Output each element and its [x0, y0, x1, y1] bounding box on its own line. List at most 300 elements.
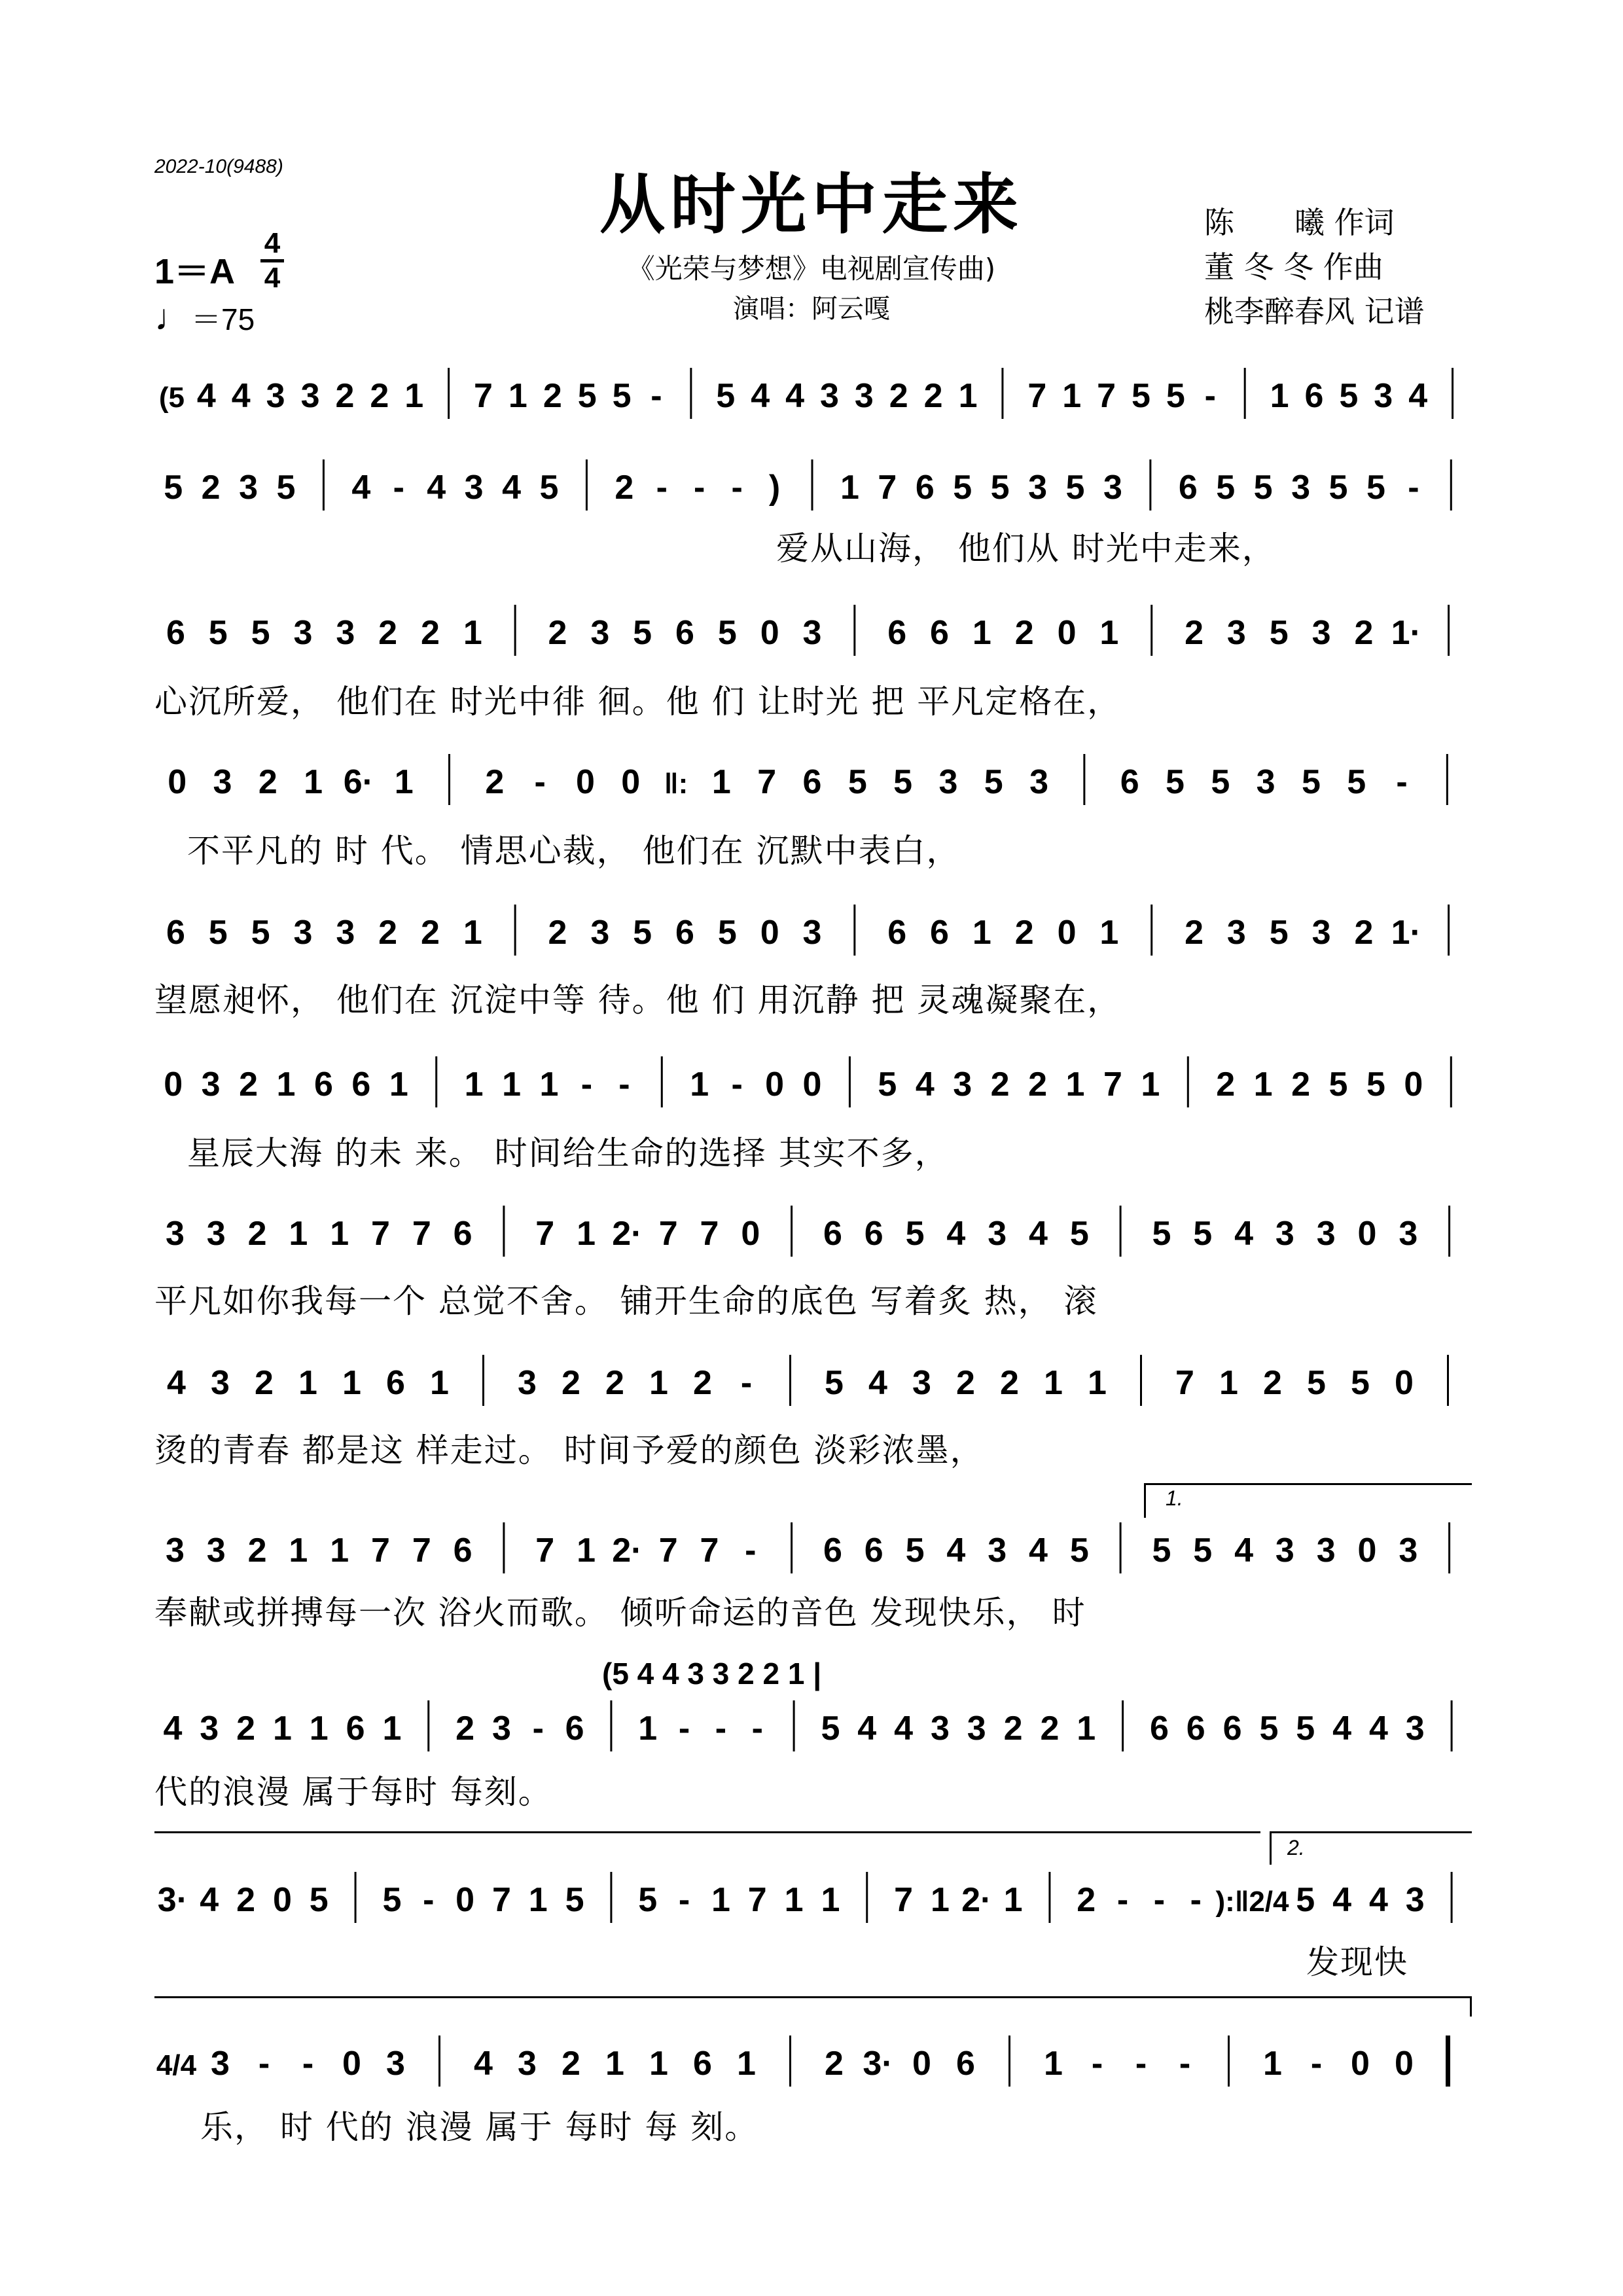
- note-token: 6: [1149, 1710, 1169, 1748]
- note-token: 4: [857, 1710, 877, 1748]
- note-token: 5: [208, 614, 228, 652]
- note-token: 1: [972, 614, 991, 652]
- note-token: 7: [757, 763, 777, 801]
- note-token: 0: [1404, 1066, 1423, 1103]
- note-token: 5: [990, 469, 1010, 507]
- note-token: 4: [785, 377, 805, 415]
- note-token: 1: [737, 2045, 756, 2083]
- note-token: 7: [535, 1215, 555, 1253]
- note-token: 1: [502, 1066, 522, 1103]
- system-6-notes: [154, 1055, 1470, 1114]
- note-token: 5: [382, 1881, 402, 1919]
- note-token: 0: [1357, 1215, 1377, 1253]
- note-token: 2: [605, 1364, 624, 1402]
- note-token: 3: [165, 1532, 185, 1570]
- note-token: 2: [239, 1066, 259, 1103]
- note-token: 5: [1152, 1532, 1171, 1570]
- system-9-lyrics: 奉献或拼搏每一次 浴火而歌。 倾听命运的音色 发现快乐， 时: [154, 1594, 1086, 1632]
- note-token: -: [678, 1710, 690, 1748]
- note-token: 1: [463, 614, 482, 652]
- note-token: 3: [1256, 763, 1275, 801]
- note-token: 5: [208, 914, 228, 952]
- note-token: 6: [915, 469, 935, 507]
- note-token: ): [768, 469, 781, 507]
- note-token: 5: [565, 1881, 584, 1919]
- final-ending-line: [154, 1996, 1472, 2017]
- note-token: 4: [1234, 1215, 1253, 1253]
- second-ending-label: 2.: [1287, 1836, 1305, 1859]
- system-3: [154, 603, 1470, 662]
- note-token: -: [302, 2045, 314, 2083]
- note-token: 1: [289, 1532, 308, 1570]
- note-token: 3: [518, 1364, 537, 1402]
- note-token: 4: [167, 1364, 186, 1402]
- note-token: 5: [1152, 1215, 1171, 1253]
- note-token: 1: [690, 1066, 709, 1103]
- note-token: 3: [1226, 614, 1246, 652]
- ossia-notes: (5 4 4 3 3 2 2 1 |: [602, 1657, 822, 1691]
- note-token: 5: [633, 914, 652, 952]
- note-token: 1: [1099, 614, 1119, 652]
- note-token: 5: [633, 614, 652, 652]
- note-token: 5: [1366, 1066, 1385, 1103]
- note-token: -: [1408, 469, 1419, 507]
- song-subtitle: 《光荣与梦想》电视剧宣传曲): [627, 253, 996, 285]
- note-token: 3: [938, 763, 958, 801]
- note-token: 2: [1263, 1364, 1282, 1402]
- note-token: 7: [535, 1532, 555, 1570]
- note-token: 1: [539, 1066, 559, 1103]
- note-token: -: [618, 1066, 630, 1103]
- note-token: 4: [1332, 1710, 1352, 1748]
- system-11-notes: [154, 1871, 1470, 1929]
- note-token: 3: [386, 2045, 405, 2083]
- note-token: 4: [474, 2045, 493, 2083]
- note-token: 3: [206, 1215, 226, 1253]
- first-ending-label: 1.: [1166, 1486, 1183, 1510]
- note-token: 1: [972, 914, 991, 952]
- note-token: 0: [168, 763, 187, 801]
- note-token: 3: [802, 914, 822, 952]
- note-token: 6: [313, 1066, 333, 1103]
- note-token: 1: [463, 914, 482, 952]
- system-8-notes: [154, 1354, 1470, 1412]
- note-token: 4: [868, 1364, 887, 1402]
- note-token: 6: [930, 614, 949, 652]
- note-token: 5: [905, 1532, 925, 1570]
- note-token: 5: [276, 469, 296, 507]
- lyricist-credit: 陈 曦 作词: [1204, 205, 1395, 240]
- note-token: 0: [1395, 2045, 1414, 2083]
- system-12: [154, 2034, 1470, 2093]
- note-token: 1: [711, 763, 731, 801]
- note-token: 3: [953, 1066, 972, 1103]
- note-token: 6: [864, 1532, 883, 1570]
- note-token: 3: [1291, 469, 1311, 507]
- note-token: 0: [1395, 1364, 1414, 1402]
- note-token: 3: [1103, 469, 1122, 507]
- note-token: 2: [1014, 914, 1034, 952]
- note-token: 2: [420, 914, 440, 952]
- note-token: -: [423, 1881, 435, 1919]
- system-4: [154, 753, 1470, 812]
- transcriber-credit: 桃李醉春风 记谱: [1204, 294, 1425, 329]
- note-token: 5: [577, 377, 597, 415]
- note-token: -: [745, 1532, 757, 1570]
- note-token: 7: [491, 1881, 511, 1919]
- note-token: 0: [760, 614, 779, 652]
- note-token: 2: [693, 1364, 712, 1402]
- note-token: 6: [386, 1364, 405, 1402]
- note-token: 2: [923, 377, 943, 415]
- note-token: 5: [1216, 469, 1236, 507]
- note-token: -: [1190, 1881, 1202, 1919]
- system-9-notes: [154, 1521, 1470, 1580]
- note-token: 3: [336, 614, 355, 652]
- note-token: 6: [166, 614, 185, 652]
- note-token: 1: [930, 1881, 950, 1919]
- note-token: 3: [201, 1066, 221, 1103]
- note-token: 1: [508, 377, 527, 415]
- note-token: 3: [165, 1215, 185, 1253]
- note-token: 4: [196, 377, 216, 415]
- note-token: 1: [298, 1364, 317, 1402]
- note-token: 1: [1219, 1364, 1238, 1402]
- note-token: 1: [605, 2045, 624, 2083]
- note-token: 0: [164, 1066, 183, 1103]
- note-token: 5: [1166, 377, 1185, 415]
- note-token: 6: [166, 914, 185, 952]
- note-token: 7: [1097, 377, 1116, 415]
- note-token: 1: [1141, 1066, 1160, 1103]
- note-token: 0: [1357, 1532, 1377, 1570]
- system-2-notes: [154, 458, 1470, 517]
- note-token: 3: [1316, 1532, 1336, 1570]
- note-token: 6: [565, 1710, 584, 1748]
- note-token: 5: [1253, 469, 1273, 507]
- note-token: 6: [693, 2045, 712, 2083]
- note-token: 2: [1354, 614, 1374, 652]
- note-token: 2: [1003, 1710, 1023, 1748]
- system-9: [154, 1521, 1470, 1580]
- note-token: 3: [464, 469, 484, 507]
- note-token: -: [731, 1066, 743, 1103]
- note-token: 5: [1296, 1881, 1315, 1919]
- note-token: 7: [412, 1215, 431, 1253]
- note-token: 4: [1029, 1215, 1048, 1253]
- note-token: -: [651, 377, 662, 415]
- note-token: 6: [930, 914, 949, 952]
- note-token: -: [1310, 2045, 1323, 2083]
- note-token: 5: [1351, 1364, 1370, 1402]
- system-5-notes: [154, 903, 1470, 962]
- note-token: 0: [575, 763, 595, 801]
- note-token: 4: [1234, 1532, 1253, 1570]
- note-token: 3: [1028, 469, 1048, 507]
- note-token: 1·: [1391, 914, 1421, 952]
- note-token: 3: [819, 377, 839, 415]
- note-token: 3: [211, 2045, 230, 2083]
- note-token: 1: [1062, 377, 1082, 415]
- note-token: 2: [562, 2045, 580, 2083]
- note-token: 4: [427, 469, 446, 507]
- note-token: 2: [1040, 1710, 1060, 1748]
- note-token: 7: [371, 1532, 390, 1570]
- note-token: 2: [543, 377, 562, 415]
- note-token: 4/4: [156, 2049, 197, 2081]
- tempo-marking: [154, 296, 255, 339]
- time-signature-bottom: 4: [264, 262, 281, 294]
- note-token: 1: [430, 1364, 449, 1402]
- note-token: 6: [887, 614, 907, 652]
- note-token: 3: [590, 614, 610, 652]
- note-token: -: [1091, 2045, 1103, 2083]
- system-11: [154, 1871, 1470, 1929]
- note-token: 1: [309, 1710, 329, 1748]
- note-token: 1: [821, 1881, 840, 1919]
- note-token: 5: [612, 377, 632, 415]
- note-token: -: [1153, 1881, 1166, 1919]
- note-token: 1: [342, 1364, 361, 1402]
- note-token: 3: [1316, 1215, 1336, 1253]
- note-token: 0: [912, 2045, 931, 2083]
- note-token: 7: [894, 1881, 914, 1919]
- note-token: 1: [1253, 1066, 1273, 1103]
- note-token: 3: [336, 914, 355, 952]
- note-token: 4: [502, 469, 522, 507]
- note-token: 3: [802, 614, 822, 652]
- note-token: 3: [213, 763, 232, 801]
- note-token: 6: [453, 1215, 473, 1253]
- note-token: 2: [1014, 614, 1034, 652]
- note-token: 0: [272, 1881, 292, 1919]
- system-1: [154, 367, 1470, 425]
- system-7: [154, 1204, 1470, 1263]
- note-token: 5: [251, 614, 270, 652]
- note-token: 5: [717, 914, 737, 952]
- note-token: 1: [394, 763, 414, 801]
- note-token: 5: [1193, 1532, 1213, 1570]
- note-token: 1: [1044, 2045, 1063, 2083]
- note-token: 6: [864, 1215, 883, 1253]
- system-7-lyrics: 平凡如你我每一个 总觉不舍。 铺开生命的底色 写着炙 热， 滚: [154, 1282, 1098, 1320]
- note-token: 5: [1069, 1532, 1089, 1570]
- note-token: 5: [717, 614, 737, 652]
- note-token: 4: [231, 377, 251, 415]
- note-token: 1: [1099, 914, 1119, 952]
- system-2: [154, 458, 1470, 517]
- note-token: 0: [802, 1066, 822, 1103]
- note-token: 2/4: [1249, 1886, 1289, 1918]
- note-token: 2: [255, 1364, 274, 1402]
- note-token: 5: [1269, 614, 1289, 652]
- note-token: 4: [915, 1066, 935, 1103]
- note-token: 2: [236, 1710, 256, 1748]
- note-token: -: [1135, 2045, 1147, 2083]
- note-token: -: [534, 763, 546, 801]
- singer-credit: 演唱：阿云嘎: [733, 294, 890, 324]
- note-token: -: [1396, 763, 1408, 801]
- note-token: 5: [821, 1710, 840, 1748]
- note-token: 6: [453, 1532, 473, 1570]
- system-8-lyrics: 烫的青春 都是这 样走过。 时间予爱的颜色 淡彩浓墨，: [154, 1431, 984, 1469]
- note-token: 2: [1291, 1066, 1311, 1103]
- note-token: 5: [1259, 1710, 1279, 1748]
- note-token: 6: [346, 1710, 365, 1748]
- note-token: 2: [370, 377, 389, 415]
- note-token: 5: [825, 1364, 844, 1402]
- system-2-lyrics: 爱从山海， 他们从 时光中走来，: [776, 529, 1276, 567]
- note-token: 2: [420, 614, 440, 652]
- system-4-lyrics: 不平凡的 时 代。 情思心裁， 他们在 沉默中表白，: [187, 832, 961, 870]
- note-token: 1: [276, 1066, 296, 1103]
- note-token: 2: [201, 469, 221, 507]
- note-token: 1: [1077, 1710, 1096, 1748]
- second-ending-bracket: [1270, 1831, 1472, 1865]
- note-token: 2: [1185, 614, 1204, 652]
- document-code: 2022-10(9488): [154, 156, 283, 177]
- note-token: 4: [1332, 1881, 1352, 1919]
- note-token: 3: [988, 1215, 1007, 1253]
- note-token: 7: [1103, 1066, 1122, 1103]
- note-token: 0: [342, 2045, 361, 2083]
- note-token: 5: [1269, 914, 1289, 952]
- note-token: 5: [984, 763, 1003, 801]
- note-token: 4: [1408, 377, 1428, 415]
- note-token: 1: [711, 1881, 730, 1919]
- note-token: 7: [474, 377, 493, 415]
- note-token: 2: [1354, 914, 1374, 952]
- note-token: 2: [1028, 1066, 1048, 1103]
- note-token: 0: [760, 914, 779, 952]
- note-token: 3: [930, 1710, 950, 1748]
- note-token: 4: [1368, 1881, 1388, 1919]
- note-token: 1: [649, 2045, 668, 2083]
- note-token: 5: [1347, 763, 1366, 801]
- note-token: 6: [823, 1215, 842, 1253]
- first-ending-bracket: [1144, 1483, 1472, 1518]
- system-3-notes: [154, 603, 1470, 662]
- note-token: 7: [371, 1215, 390, 1253]
- note-token: 1: [958, 377, 978, 415]
- key-signature: 1＝A: [154, 252, 236, 291]
- note-token: -: [740, 1364, 753, 1402]
- note-token: -: [1204, 377, 1216, 415]
- note-token: 1: [638, 1710, 658, 1748]
- note-token: 3: [912, 1364, 931, 1402]
- note-token: 1: [330, 1532, 349, 1570]
- note-token: 6: [675, 914, 694, 952]
- note-token: 3·: [157, 1881, 188, 1919]
- note-token: 5: [1193, 1215, 1213, 1253]
- quarter-note-icon: ♩: [154, 296, 191, 338]
- note-token: 3: [239, 469, 259, 507]
- note-token: 3: [1311, 614, 1331, 652]
- system-1-notes: [154, 367, 1470, 425]
- note-token: ‖:: [664, 768, 688, 800]
- note-token: 7: [412, 1532, 431, 1570]
- note-token: 6: [823, 1532, 842, 1570]
- tempo-value: ＝75: [191, 302, 255, 336]
- note-token: -: [678, 1881, 690, 1919]
- note-token: 5: [1166, 763, 1185, 801]
- repeat-span-line: [154, 1831, 1260, 1833]
- system-5-lyrics: 望愿昶怀， 他们在 沉淀中等 待。他 们 用沉静 把 灵魂凝聚在，: [154, 981, 1122, 1019]
- note-token: -: [715, 1710, 727, 1748]
- note-token: 2: [378, 914, 398, 952]
- note-token: 6: [351, 1066, 371, 1103]
- note-token: 6: [887, 914, 907, 952]
- note-token: 3: [967, 1710, 986, 1748]
- note-token: 0: [455, 1881, 475, 1919]
- note-token: 1: [1263, 2045, 1282, 2083]
- note-token: 1: [1088, 1364, 1107, 1402]
- note-token: ):‖: [1215, 1886, 1249, 1918]
- note-token: -: [1116, 1881, 1129, 1919]
- note-token: 4: [946, 1215, 966, 1253]
- note-token: 3: [1311, 914, 1331, 952]
- note-token: 5: [1366, 469, 1385, 507]
- note-token: 2·: [612, 1532, 643, 1570]
- note-token: 3: [211, 1364, 230, 1402]
- note-token: 3: [1405, 1710, 1425, 1748]
- note-token: (5: [158, 382, 185, 414]
- note-token: 2: [562, 1364, 580, 1402]
- note-token: 3·: [863, 2045, 893, 2083]
- note-token: 1: [304, 763, 323, 801]
- note-token: -: [751, 1710, 763, 1748]
- note-token: 5: [878, 1066, 897, 1103]
- note-token: 6: [1186, 1710, 1205, 1748]
- note-token: 2: [247, 1215, 267, 1253]
- note-token: -: [656, 469, 668, 507]
- note-token: 0: [765, 1066, 785, 1103]
- note-token: 5: [1069, 1215, 1089, 1253]
- note-token: 3: [293, 914, 313, 952]
- note-token: 2: [548, 914, 567, 952]
- note-token: 2: [335, 377, 355, 415]
- note-token: 5: [309, 1881, 329, 1919]
- note-token: 5: [893, 763, 913, 801]
- note-token: 1: [649, 1364, 668, 1402]
- system-12-lyrics: 乐， 时 代的 浪漫 属于 每时 每 刻。: [200, 2108, 759, 2146]
- system-12-notes: [154, 2034, 1470, 2093]
- note-token: 1: [577, 1532, 596, 1570]
- note-token: 3: [1275, 1215, 1294, 1253]
- note-token: 0: [741, 1215, 760, 1253]
- time-signature: [260, 229, 284, 293]
- note-token: 4: [751, 377, 770, 415]
- note-token: 2: [825, 2045, 844, 2083]
- note-token: 5: [1307, 1364, 1326, 1402]
- note-token: 4: [351, 469, 371, 507]
- note-token: 1: [577, 1215, 596, 1253]
- note-token: 4: [1368, 1710, 1388, 1748]
- note-token: 4: [894, 1710, 914, 1748]
- system-10-notes: [154, 1699, 1470, 1758]
- note-token: 1·: [1391, 614, 1421, 652]
- note-token: 2: [258, 763, 277, 801]
- note-token: 4: [200, 1881, 219, 1919]
- note-token: 3: [1399, 1532, 1418, 1570]
- note-token: 3: [200, 1710, 219, 1748]
- note-token: 7: [747, 1881, 767, 1919]
- note-token: 6: [1120, 763, 1139, 801]
- system-3-lyrics: 心沉所爱， 他们在 时光中徘 徊。他 们 让时光 把 平凡定格在，: [154, 683, 1122, 721]
- note-token: 4: [1029, 1532, 1048, 1570]
- note-token: 1: [1270, 377, 1289, 415]
- note-token: 5: [539, 469, 559, 507]
